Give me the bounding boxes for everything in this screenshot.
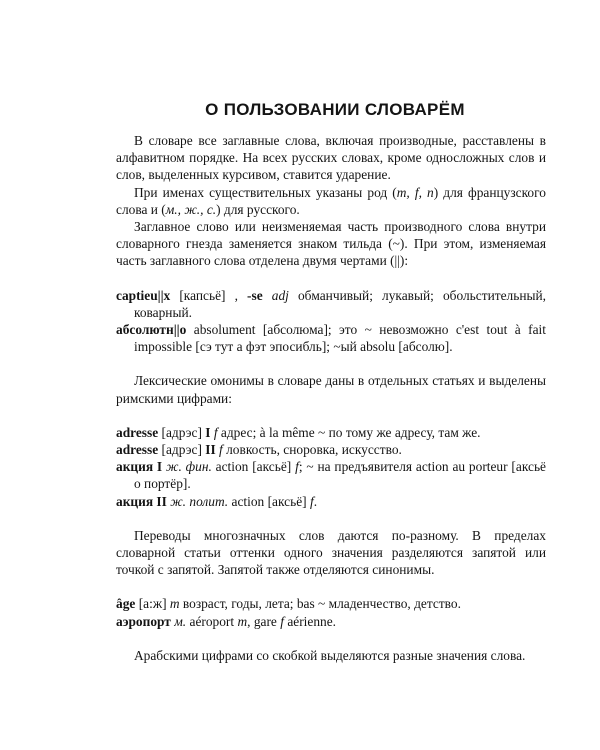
entry-adresse-1 bbox=[116, 424, 546, 441]
text-run: aéroport bbox=[186, 613, 238, 629]
arabic-numerals-note: Арабскими цифрами со скобкой выделяются разные значения слова. bbox=[134, 647, 526, 663]
gender-label: f bbox=[309, 493, 314, 509]
spacer bbox=[116, 407, 546, 424]
headword: акция II bbox=[116, 493, 167, 509]
text-run: ) для русского. bbox=[216, 201, 300, 217]
text-run bbox=[263, 288, 272, 303]
definition: ; ~ на предъявителя action au porteur [аксьё о портёр]. bbox=[134, 459, 546, 492]
domain-label: ж. фин. bbox=[165, 459, 212, 475]
spacer bbox=[116, 270, 546, 287]
headword: аэропорт bbox=[116, 613, 171, 629]
spacer bbox=[116, 355, 546, 372]
suffix: -se bbox=[247, 287, 263, 303]
intro-paragraph-1: В словаре все заглавные слова, включая производные, расставлены в алфавитном порядке. На всех русских словах, кроме односложных слов и слов, выделенных курсивом, ставится ударение. bbox=[116, 133, 546, 183]
pos-label: adj bbox=[271, 287, 289, 303]
gender-labels-ru: м., ж., с. bbox=[165, 201, 217, 217]
text-run: aérienne. bbox=[283, 613, 337, 629]
text-run: [капсьё] , bbox=[170, 287, 248, 303]
definition: возраст, годы, лета; bas ~ младенчество, детство. bbox=[179, 596, 461, 612]
headword: adresse bbox=[116, 424, 159, 440]
text-run: ) для французского слова и ( bbox=[116, 184, 546, 217]
entry-adresse-2 bbox=[116, 441, 546, 458]
definition: адрес; à la même ~ по тому же адресу, там же. bbox=[217, 424, 481, 440]
dictionary-guide-page bbox=[116, 100, 546, 664]
gender-labels-fr: m, f, n bbox=[396, 184, 434, 200]
headword: абсолютн||о bbox=[116, 322, 187, 338]
definition: ловкость, сноровка, искусство. bbox=[222, 442, 402, 458]
domain-label: ж. полит. bbox=[170, 493, 229, 509]
homonyms-intro: Лексические омонимы в словаре даны в отдельных статьях и выделены римскими цифрами: bbox=[116, 373, 546, 406]
text-run: action [аксьё] bbox=[211, 459, 296, 475]
text-run: , gare bbox=[247, 613, 281, 629]
headword: âge bbox=[116, 596, 136, 612]
definition: обманчивый; лукавый; обольстительный, коварный. bbox=[134, 287, 546, 320]
text-run: [а:ж] bbox=[135, 596, 170, 612]
roman-numeral: I bbox=[205, 424, 211, 440]
intro-paragraph-2 bbox=[116, 184, 546, 218]
definition: absolument [абсолюма]; это ~ невозможно c'est tout à fait impossible [сэ тут а фэт эпосибль]; ~ый absolu [абсолю]. bbox=[134, 322, 546, 355]
page-title: О ПОЛЬЗОВАНИИ СЛОВАРЁМ bbox=[205, 100, 465, 119]
gender-label: м. bbox=[174, 613, 187, 629]
text-run: При именах существительных указаны род ( bbox=[134, 184, 397, 200]
entry-aktsiya-2 bbox=[116, 493, 546, 510]
entry-absolyutno bbox=[116, 321, 546, 355]
entry-age bbox=[116, 595, 546, 612]
headword: captieu||x bbox=[116, 287, 171, 303]
gender-label: m bbox=[169, 596, 180, 612]
text-run: . bbox=[313, 493, 318, 509]
text-run: action [аксьё] bbox=[228, 493, 310, 509]
text-run: [адрэс] bbox=[158, 424, 206, 440]
spacer bbox=[116, 510, 546, 527]
polysemy-intro: Переводы многозначных слов даются по-разному. В пределах словарной статьи оттенки одного значения разделяются запятой или точкой с запятой. Запятой также отделяются синонимы. bbox=[116, 527, 546, 578]
intro-paragraph-3: Заглавное слово или неизменяемая часть производного слова внутри словарного гнезда заменяется знаком тильда (~). При этом, изменяемая часть заглавного слова отделена двумя чертами (||): bbox=[116, 219, 546, 269]
headword: adresse bbox=[116, 442, 159, 458]
gender-label: f bbox=[295, 459, 299, 475]
spacer bbox=[116, 630, 546, 647]
text-run: [адрэс] bbox=[158, 442, 206, 458]
spacer bbox=[116, 578, 546, 595]
gender-label: f bbox=[219, 442, 223, 458]
gender-label: f bbox=[280, 613, 284, 629]
headword: акция I bbox=[116, 459, 163, 475]
roman-numeral: II bbox=[205, 442, 216, 458]
gender-label: f bbox=[213, 424, 218, 440]
entry-captieux bbox=[116, 287, 546, 321]
gender-label: m bbox=[237, 613, 248, 629]
entry-aktsiya-1 bbox=[116, 458, 546, 492]
entry-aeroport bbox=[116, 613, 546, 630]
